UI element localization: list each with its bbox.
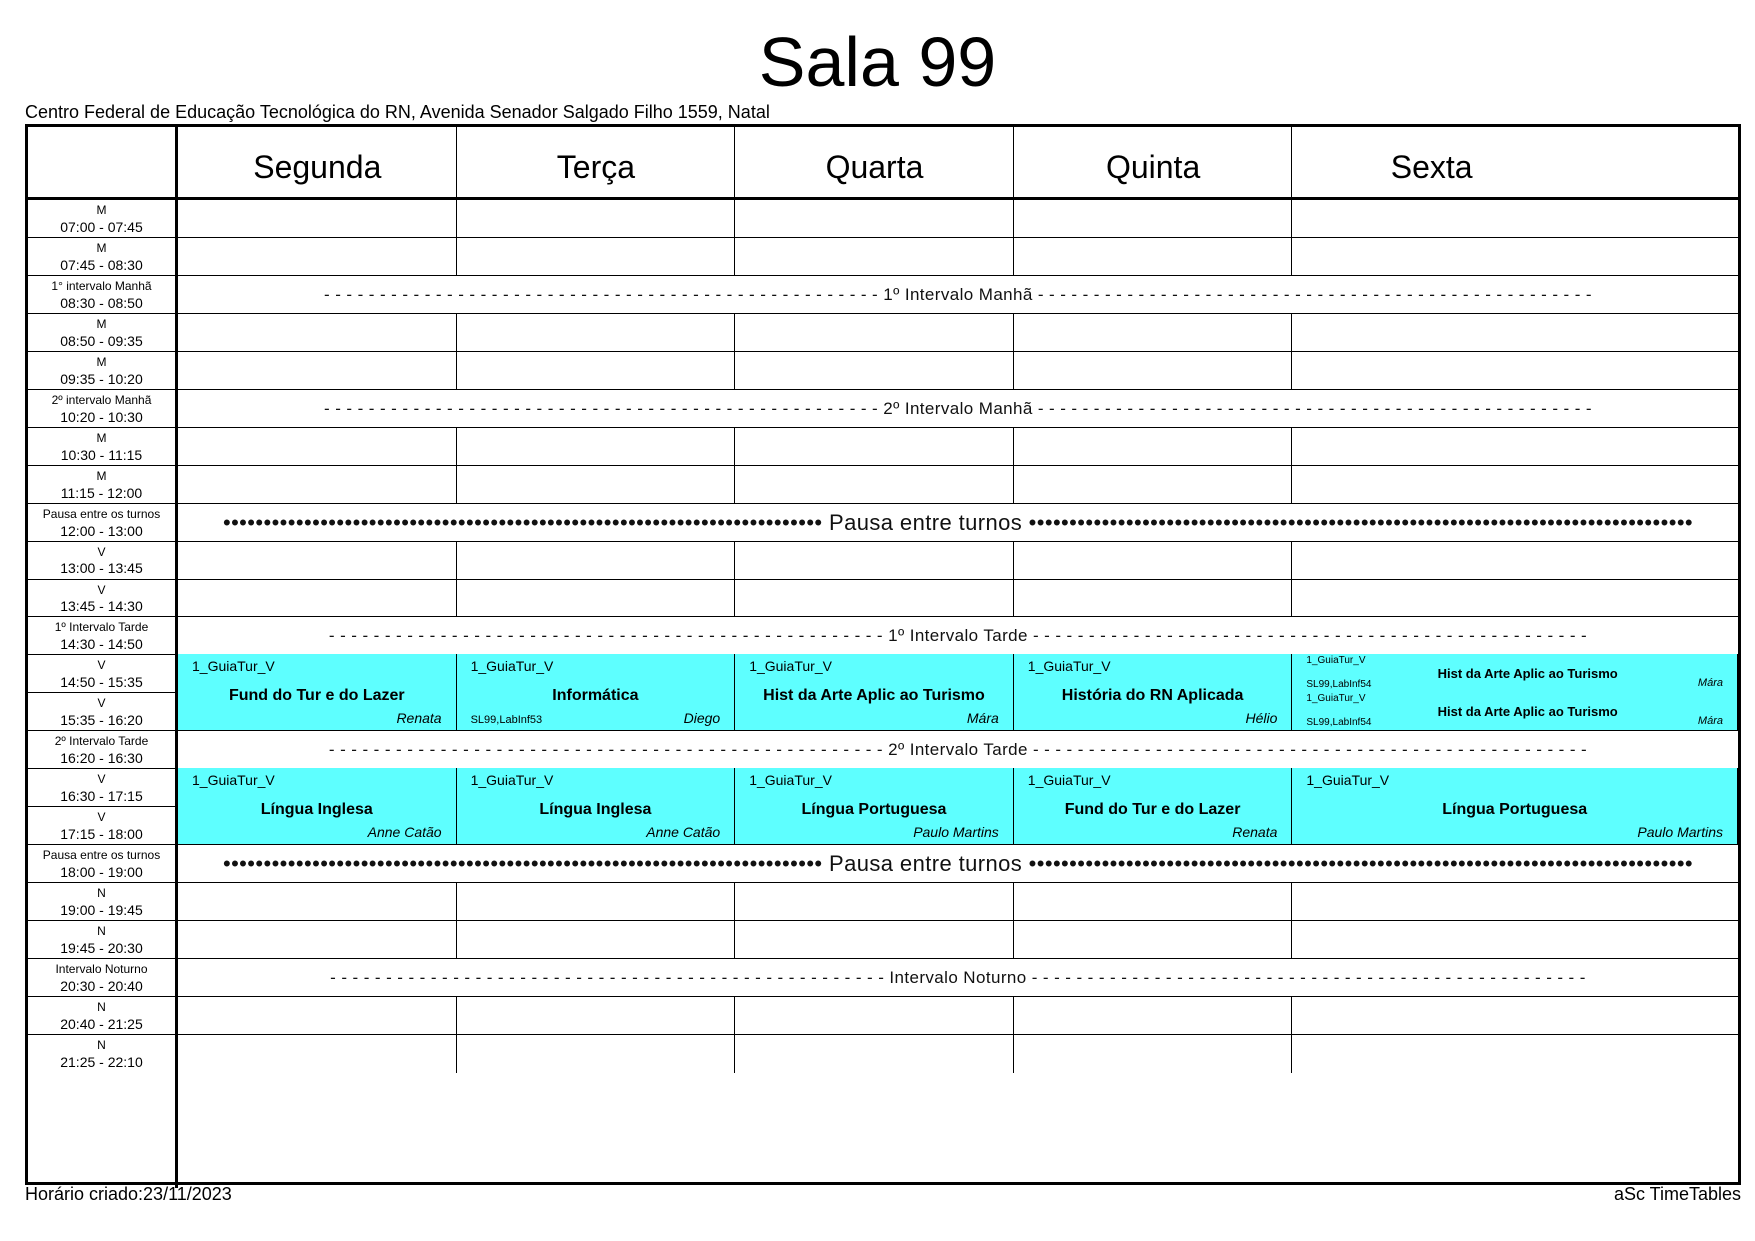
column-divider <box>1291 314 1292 352</box>
time-slot-time: 08:50 - 09:35 <box>60 332 143 349</box>
lesson-room: SL99,LabInf53 <box>470 714 543 727</box>
time-slot-name: Pausa entre os turnos <box>42 506 161 521</box>
lesson-teacher: Anne Catão <box>646 824 721 841</box>
column-divider <box>1013 314 1014 352</box>
lesson-subject: Língua Inglesa <box>539 801 652 819</box>
time-slot-time: 09:35 - 10:20 <box>60 370 143 387</box>
time-slot-name: V <box>97 582 106 597</box>
lesson-subject: Hist da Arte Aplic ao Turismo <box>763 687 985 705</box>
column-divider <box>456 352 457 390</box>
time-slot-time: 15:35 - 16:20 <box>60 712 143 729</box>
time-slot-name: V <box>97 810 106 825</box>
time-slot <box>28 959 175 997</box>
lesson-class: 1_GuiaTur_V <box>749 658 832 675</box>
row-divider <box>28 465 1738 466</box>
lesson-class: 1_GuiaTur_V <box>749 772 832 789</box>
time-slot-time: 11:15 - 12:00 <box>60 484 143 501</box>
lesson-teacher: Mára <box>1697 715 1723 728</box>
column-divider <box>1291 466 1292 504</box>
column-divider <box>456 580 457 618</box>
lesson-class: 1_GuiaTur_V <box>1306 655 1366 667</box>
school-address: Centro Federal de Educação Tecnológica do RN, Avenida Senador Salgado Filho 1559, Natal <box>25 102 770 122</box>
column-divider <box>456 314 457 352</box>
column-divider <box>1291 542 1292 580</box>
column-divider <box>734 200 735 238</box>
column-divider <box>1291 997 1292 1035</box>
time-slot-time: 14:30 - 14:50 <box>60 636 143 653</box>
time-slot-name: V <box>97 544 106 559</box>
break-row: - - - - - - - - - - - - - - - - - - - - - - - - - - - - - - - - - - - - - - - - - - - - - - - - - - 2º Intervalo Manhã - - - - - - - - - - - - - - - - - - - - - - - - - - - - - - - - - - - - - - - - - - - - - - - - - - <box>324 398 1592 418</box>
time-slot-time: 20:30 - 20:40 <box>60 977 143 994</box>
lesson-teacher: Paulo Martins <box>913 824 999 841</box>
column-divider <box>1013 997 1014 1035</box>
time-slot <box>28 655 175 693</box>
lesson-class: 1_GuiaTur_V <box>1027 658 1111 675</box>
time-slot-time: 17:15 - 18:00 <box>60 826 143 843</box>
lesson-subject: Língua Portuguesa <box>1442 801 1588 819</box>
day-header-4: Quinta <box>1105 149 1201 185</box>
lesson-class: 1_GuiaTur_V <box>1306 693 1366 705</box>
lesson-card[interactable] <box>1292 692 1738 731</box>
lesson-card[interactable] <box>1292 768 1738 845</box>
column-divider <box>1291 883 1292 921</box>
lesson-subject: Fund do Tur e do Lazer <box>228 687 405 705</box>
lesson-class: 1_GuiaTur_V <box>192 772 275 789</box>
column-divider <box>734 542 735 580</box>
column-divider <box>456 200 457 238</box>
column-divider <box>1013 580 1014 618</box>
time-slot-name: Intervalo Noturno <box>55 962 148 976</box>
row-divider <box>28 579 1738 580</box>
column-divider <box>1013 466 1014 504</box>
column-divider <box>456 1035 457 1073</box>
time-slot-time: 14:50 - 15:35 <box>60 674 143 691</box>
time-slot-name: M <box>96 203 107 217</box>
lesson-subject: Fund do Tur e do Lazer <box>1064 801 1241 819</box>
time-slot <box>28 845 175 883</box>
shift-pause-row: •••••••••••••••••••••••••••••••••••••••••••••••••••••••••••••••••••••••••• Pausa entre turnos •••••••••••••••••••••••••••••••••••••••••••••••••••••••••••••••••••••••••••••••••• <box>222 509 1694 535</box>
lesson-subject: Informática <box>552 687 639 705</box>
time-slot-name: N <box>97 999 106 1014</box>
column-divider <box>734 238 735 276</box>
column-divider <box>734 997 735 1035</box>
time-slot-name: 1° intervalo Manhã <box>51 278 152 293</box>
column-divider <box>734 1035 735 1073</box>
column-divider <box>1013 883 1014 921</box>
row-divider <box>28 351 1738 352</box>
created-date: Horário criado:23/11/2023 <box>25 1184 232 1204</box>
column-divider <box>1013 238 1014 276</box>
page-title: Sala 99 <box>758 23 997 101</box>
time-slot-time: 19:45 - 20:30 <box>60 939 143 956</box>
time-slot-name: V <box>97 658 106 673</box>
time-slot-name: M <box>96 354 107 369</box>
time-slot-time: 21:25 - 22:10 <box>60 1053 143 1070</box>
time-slot-name: M <box>96 468 107 483</box>
time-slot <box>28 997 175 1035</box>
column-divider <box>1013 428 1014 466</box>
time-slot-name: 2º Intervalo Tarde <box>54 734 149 749</box>
time-slot-time: 07:00 - 07:45 <box>60 218 143 235</box>
day-header-divider <box>1013 127 1014 197</box>
column-divider <box>1291 238 1292 276</box>
time-slot-time: 18:00 - 19:00 <box>60 864 143 881</box>
time-slot-time: 13:00 - 13:45 <box>60 560 143 577</box>
column-divider <box>1013 200 1014 238</box>
column-divider <box>1013 1035 1014 1073</box>
column-divider <box>456 542 457 580</box>
lesson-card[interactable] <box>735 654 1014 731</box>
column-divider <box>734 428 735 466</box>
column-divider <box>456 921 457 959</box>
column-divider <box>734 883 735 921</box>
time-slot <box>28 352 175 390</box>
column-divider <box>456 997 457 1035</box>
lesson-subject: Hist da Arte Aplic ao Turismo <box>1437 666 1618 682</box>
time-slot <box>28 314 175 352</box>
day-header-divider <box>734 127 735 197</box>
lesson-card[interactable] <box>178 768 457 845</box>
lesson-teacher: Paulo Martins <box>1637 824 1723 841</box>
time-slot <box>28 731 175 769</box>
time-slot-name: M <box>96 240 107 255</box>
lesson-subject: História do RN Aplicada <box>1061 687 1244 705</box>
time-slot-time: 07:45 - 08:30 <box>60 256 143 273</box>
row-divider <box>28 237 1738 238</box>
time-slot <box>28 883 175 921</box>
column-divider <box>1013 352 1014 390</box>
time-slot-name: M <box>96 430 107 445</box>
lesson-card[interactable] <box>457 768 736 845</box>
time-slot-time: 16:30 - 17:15 <box>60 788 143 805</box>
time-slot-time: 10:20 - 10:30 <box>60 408 143 425</box>
time-slot <box>28 466 175 504</box>
column-divider <box>734 580 735 618</box>
time-slot <box>28 390 175 428</box>
lesson-room: SL99,LabInf54 <box>1306 717 1372 729</box>
lesson-card[interactable] <box>178 654 457 731</box>
time-slot <box>28 769 175 807</box>
time-slot <box>28 693 175 731</box>
time-slot <box>28 617 175 655</box>
shift-pause-row: •••••••••••••••••••••••••••••••••••••••••••••••••••••••••••••••••••••••••• Pausa entre turnos •••••••••••••••••••••••••••••••••••••••••••••••••••••••••••••••••••••••••••••••••• <box>222 851 1694 877</box>
time-slot-name: 2º intervalo Manhã <box>51 392 152 407</box>
time-slot <box>28 1035 175 1073</box>
column-divider <box>734 352 735 390</box>
lesson-room: SL99,LabInf54 <box>1306 679 1372 691</box>
time-slot <box>28 807 175 845</box>
lesson-teacher: Mára <box>966 710 999 727</box>
time-slot-name: Pausa entre os turnos <box>42 848 161 863</box>
column-divider <box>1291 352 1292 390</box>
column-divider <box>734 314 735 352</box>
lesson-subject: Língua Inglesa <box>260 801 373 819</box>
lesson-class: 1_GuiaTur_V <box>1306 772 1390 789</box>
lesson-teacher: Diego <box>683 710 721 727</box>
column-divider <box>1013 542 1014 580</box>
column-divider <box>456 428 457 466</box>
time-slot-name: N <box>97 924 106 939</box>
timetable-grid <box>25 124 1741 1185</box>
break-row: - - - - - - - - - - - - - - - - - - - - - - - - - - - - - - - - - - - - - - - - - - - - - - - - - - Intervalo Noturno - - - - - - - - - - - - - - - - - - - - - - - - - - - - - - - - - - - - - - - - - - - - - - - - - - <box>330 968 1586 987</box>
row-divider <box>28 920 1738 921</box>
lesson-card[interactable] <box>457 654 736 731</box>
time-slot <box>28 200 175 238</box>
column-divider <box>1291 580 1292 618</box>
day-header-2: Terça <box>556 149 636 185</box>
column-divider <box>456 883 457 921</box>
time-slot-name: V <box>97 772 106 787</box>
column-divider <box>1291 200 1292 238</box>
day-header-5: Sexta <box>1390 149 1473 185</box>
column-divider <box>456 238 457 276</box>
time-slot-time: 12:00 - 13:00 <box>60 522 143 539</box>
lesson-subject: Língua Portuguesa <box>801 801 947 819</box>
break-row: - - - - - - - - - - - - - - - - - - - - - - - - - - - - - - - - - - - - - - - - - - - - - - - - - - 1º Intervalo Manhã - - - - - - - - - - - - - - - - - - - - - - - - - - - - - - - - - - - - - - - - - - - - - - - - - - <box>324 284 1592 304</box>
lesson-card[interactable] <box>1014 768 1293 845</box>
time-slot-name: 1º Intervalo Tarde <box>54 620 149 635</box>
header-divider <box>28 197 1738 200</box>
lesson-card[interactable] <box>735 768 1014 845</box>
lesson-teacher: Anne Catão <box>367 824 442 841</box>
break-row: - - - - - - - - - - - - - - - - - - - - - - - - - - - - - - - - - - - - - - - - - - - - - - - - - - 1º Intervalo Tarde - - - - - - - - - - - - - - - - - - - - - - - - - - - - - - - - - - - - - - - - - - - - - - - - - - <box>328 626 1588 646</box>
time-slot-time: 08:30 - 08:50 <box>60 294 143 311</box>
time-slot-time: 19:00 - 19:45 <box>60 902 143 919</box>
column-divider <box>734 466 735 504</box>
day-header-1: Segunda <box>253 149 382 185</box>
time-slot <box>28 542 175 580</box>
lesson-class: 1_GuiaTur_V <box>470 772 554 789</box>
time-slot <box>28 276 175 314</box>
time-slot <box>28 238 175 276</box>
lesson-card[interactable] <box>1292 654 1738 693</box>
column-divider <box>1291 428 1292 466</box>
column-divider <box>1291 921 1292 959</box>
lesson-teacher: Hélio <box>1245 710 1278 727</box>
column-divider <box>1013 921 1014 959</box>
time-slot-time: 13:45 - 14:30 <box>60 598 143 615</box>
time-slot-name: N <box>97 1037 106 1052</box>
column-divider <box>456 466 457 504</box>
lesson-teacher: Mára <box>1697 677 1723 690</box>
time-slot-name: N <box>97 886 106 901</box>
break-row: - - - - - - - - - - - - - - - - - - - - - - - - - - - - - - - - - - - - - - - - - - - - - - - - - - 2º Intervalo Tarde - - - - - - - - - - - - - - - - - - - - - - - - - - - - - - - - - - - - - - - - - - - - - - - - - - <box>328 740 1588 760</box>
time-slot-name: V <box>97 696 106 711</box>
time-slot-time: 20:40 - 21:25 <box>60 1015 143 1032</box>
column-divider <box>734 921 735 959</box>
lesson-subject: Hist da Arte Aplic ao Turismo <box>1437 704 1618 720</box>
time-slot-time: 16:20 - 16:30 <box>60 750 143 767</box>
day-header-divider <box>456 127 457 197</box>
time-slot-time: 10:30 - 11:15 <box>60 446 143 463</box>
column-divider <box>1291 1035 1292 1073</box>
time-slot <box>28 921 175 959</box>
time-slot <box>28 580 175 618</box>
time-slot <box>28 428 175 466</box>
time-slot <box>28 504 175 542</box>
lesson-class: 1_GuiaTur_V <box>192 658 275 675</box>
lesson-card[interactable] <box>1014 654 1293 731</box>
day-header-divider <box>1291 127 1292 197</box>
lesson-teacher: Renata <box>396 710 442 727</box>
lesson-class: 1_GuiaTur_V <box>470 658 554 675</box>
time-slot-name: M <box>96 316 107 331</box>
lesson-class: 1_GuiaTur_V <box>1027 772 1111 789</box>
day-header-3: Quarta <box>825 149 924 185</box>
row-divider <box>28 1034 1738 1035</box>
lesson-teacher: Renata <box>1232 824 1278 841</box>
software-credit: aSc TimeTables <box>1613 1184 1741 1204</box>
